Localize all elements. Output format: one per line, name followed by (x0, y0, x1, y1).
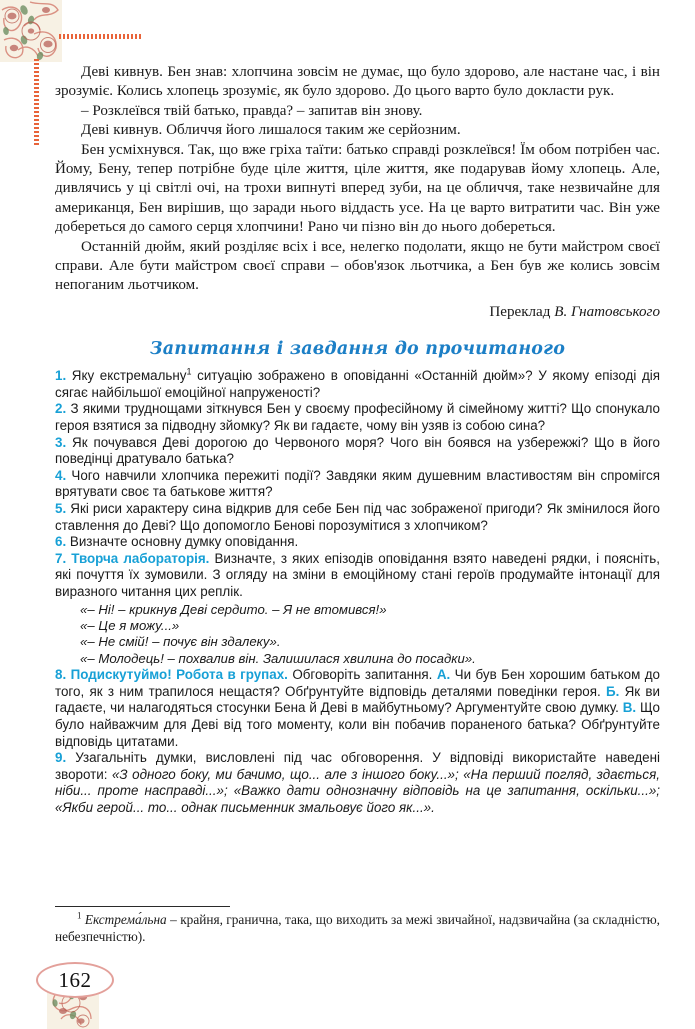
question-text: Які риси характеру сина відкрив для себе Бен під час зображеної пригоди? Як змінилося його ставлення до Деві? Що допомогло Бенові порозумітися з хлопчиком? (55, 501, 660, 533)
subitem-marker-b: Б. (605, 683, 620, 699)
questions-list (55, 368, 660, 816)
question-number: 1. (55, 368, 67, 384)
section-heading: Запитання і завдання до прочитаного (149, 339, 566, 360)
question-label-group-work: Подискутуймо! Робота в групах. (66, 667, 288, 683)
translator-name: В. Гнатовського (554, 303, 660, 320)
question-number: 3. (55, 434, 67, 450)
subitem-marker-v: В. (622, 700, 637, 716)
question-item-8 (55, 667, 660, 750)
question-text: Узагальніть думки, висловлені під час обговорення. У відповіді використайте наведені звороти: (55, 750, 660, 782)
question-number: 5. (55, 501, 67, 517)
question-phrases: «З одного боку, ми бачимо, що... але з іншого боку...»; «На перший погляд, здається, ніби... проте насправді...»; «Важко дати однозначну відповідь на це запитання, оскільки...»; «Якби герой... то... однак письменник змальовує його як...». (55, 766, 660, 815)
question-item-3 (55, 435, 660, 468)
subitem-marker-a: А. (436, 667, 451, 683)
body-paragraph: Деві кивнув. Обличчя його лишалося таким же серйозним. (81, 122, 461, 139)
question-number: 7. (55, 550, 67, 566)
quote-line: «– Це я можу...» (80, 618, 180, 633)
question-intro: Обговоріть запитання. (287, 667, 437, 683)
subitem-text-v: Що було найважчим для Деві від того моменту, коли він побачив пораненого батька? Обґрунтуйте відповідь цитатами. (55, 700, 660, 749)
footnote-block (55, 906, 660, 945)
question-text: Яку екстремальну (66, 368, 187, 384)
page-number (36, 962, 114, 998)
question-item-9 (55, 750, 660, 816)
footnote-marker: 1 (77, 910, 82, 921)
question-number: 4. (55, 467, 67, 483)
page-number-value: 162 (58, 967, 92, 992)
question-label-creative-lab: Творча лабораторія. (66, 550, 210, 566)
page-content (55, 63, 660, 817)
question-text: Визначте основну думку оповідання. (66, 534, 299, 550)
question-number: 2. (55, 401, 67, 417)
subitem-text-b: Як ви гадаєте, чи налагодяться стосунки Бена й Деві в майбутньому? Аргументуйте свою думку. (55, 683, 660, 716)
question-item-4 (55, 468, 660, 501)
question-text: З якими труднощами зіткнувся Бен у своєму професійному й сімейному житті? Що спонукало героя взятися за підводну зйомку? Як ви гадаєте, чому він узяв із собою сина? (55, 401, 660, 434)
dashed-rule-horizontal (59, 34, 141, 39)
ornament-top-left (0, 0, 62, 62)
question-item-5 (55, 501, 660, 534)
quote-line: «– Не смій! – почує він здалеку». (80, 634, 281, 650)
body-paragraph: Деві кивнув. Бен знав: хлопчина зовсім не думає, що було здорово, але настане час, і він зрозуміє. Колись хлопець зрозуміє, як було здорово. До цього варто було докласти рук. (55, 64, 660, 100)
footnote-term: Екстрема́льна (84, 912, 167, 927)
question-item-2 (55, 401, 660, 434)
footnote-definition: – крайня, гранична, така, що виходить за межі звичайної, надзвичайна (за складністю, небезпечністю). (55, 912, 660, 945)
subitem-text-a: Чи був Бен хорошим батьком до того, як з ним трапилося нещастя? Обґрунтуйте відповідь деталями поведінки героя. (55, 667, 660, 699)
question-number: 8. (55, 667, 67, 683)
question-item-1 (55, 368, 660, 401)
translator-prefix: Переклад (489, 303, 555, 320)
question-item-6 (55, 534, 660, 551)
question-number: 9. (55, 750, 67, 766)
quote-line: «– Молодець! – похвалив він. Залишилася хвилина до посадки». (80, 650, 476, 666)
body-paragraph: – Розклеївся твій батько, правда? – запитав він знову. (81, 102, 423, 119)
body-paragraph: Останній дюйм, який розділяє всіх і все, нелегко подолати, якщо не бути майстром своєї справи. Але бути майстром своєї справи – обов'язок льотчика, а Бен був же колись зовсім непоганим льотчиком. (55, 238, 660, 294)
quote-line: «– Ні! – крикнув Деві сердито. – Я не втомився!» (80, 601, 387, 617)
quote-list (55, 602, 660, 668)
body-paragraph: Бен усміхнувся. Так, що вже гріха таїти: батько справді розклеївся! Їм обом потрібен час. Йому, Бену, тепер потрібне буде ціле життя, ціле життя, яке подарував йому хлопець. Але, дивлячись у ці світлі очі, на трохи випнуті вперед зуби, на це обличчя, таке незвичайне для американця, Бен вирішив, що заради нього віддасть усе. На це варто витратити час. Він уже добереться до самого серця хлопчини! Рано чи пізно він до нього добереться. (55, 141, 660, 236)
question-number: 6. (55, 534, 67, 550)
question-text: Визначте, з яких епізодів оповідання взято наведені рядки, і поясніть, які почуття їх зумовили. З огляду на зміни в емоційному стані героїв продумайте інтонації для виразного читання цих реплік. (55, 550, 661, 599)
question-text: ситуацію зображено в оповіданні «Останній дюйм»? У якому епізоді дія сягає найбільшої емоційної напруженості? (55, 368, 661, 400)
dashed-rule-vertical (34, 59, 39, 145)
footnote-divider (55, 906, 230, 907)
footnote-marker: 1 (186, 366, 192, 377)
question-text: Як почувався Деві дорогою до Червоного моря? Чого він боявся на узбережжі? Що в його поведінці дратувало батька? (55, 434, 660, 467)
question-item-7 (55, 551, 660, 601)
footnote-text (55, 911, 660, 945)
translator-credit (55, 303, 660, 322)
question-text: Чого навчили хлопчика пережиті події? Завдяки яким душевним властивостям він спромігся врятувати своє та батькове життя? (55, 467, 660, 500)
